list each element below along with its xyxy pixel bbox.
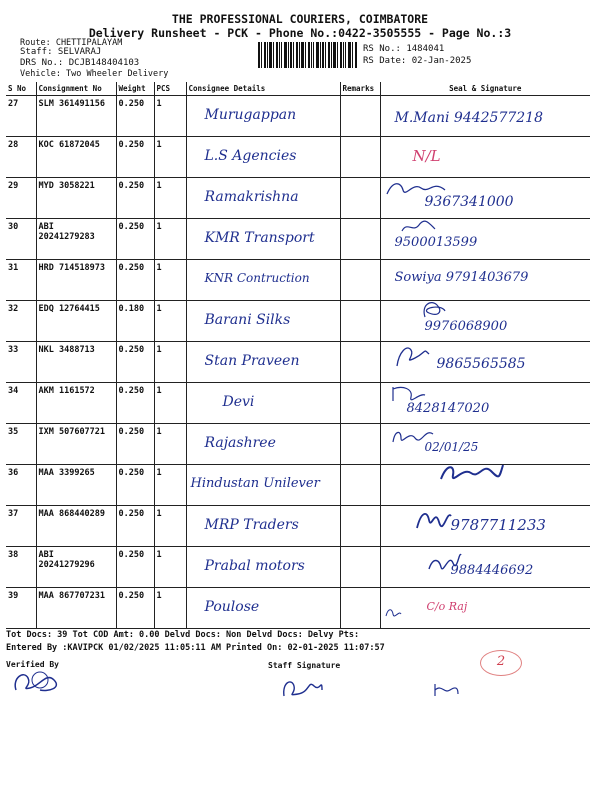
row-remarks [340, 301, 380, 342]
handwritten-signature [437, 459, 507, 489]
column-consignment-no: Consignment No [36, 82, 116, 96]
column-pcs: PCS [154, 82, 186, 96]
row-consignment-no: NKL 3488713 [36, 342, 116, 383]
row-remarks [340, 383, 380, 424]
row-consignee-name: KNR Contruction [204, 271, 310, 285]
row-signature-text: Sowiya 9791403679 [394, 270, 529, 285]
row-pcs: 1 [154, 588, 186, 629]
row-consignment-no: HRD 714518973 [36, 260, 116, 301]
row-weight: 0.250 [116, 260, 154, 301]
row-pcs: 1 [154, 178, 186, 219]
row-consignee-name: Hindustan Unilever [190, 476, 320, 491]
row-remarks [340, 424, 380, 465]
row-consignee-cell [186, 424, 340, 465]
row-consignment-no: ABI 20241279296 [36, 547, 116, 588]
row-consignee-name: L.S Agencies [204, 148, 297, 164]
row-pcs: 1 [154, 219, 186, 260]
row-consignee-name: Ramakrishna [204, 189, 299, 205]
row-sno: 33 [6, 342, 36, 383]
row-pcs: 1 [154, 137, 186, 178]
table-header-row [6, 82, 590, 96]
row-sno: 32 [6, 301, 36, 342]
handwritten-signature [413, 506, 453, 532]
row-signature-cell [380, 383, 590, 424]
drs-number: DRS No.: DCJB148404103 [20, 58, 140, 68]
entered-printed-line: Entered By :KAVIPCK 01/02/2025 11:05:11 AM Printed On: 02-01-2025 11:07:57 [6, 643, 385, 653]
verified-by-label: Verified By [6, 660, 59, 669]
row-consignee-name: Rajashree [204, 435, 276, 451]
row-signature-text: 9976068900 [424, 319, 508, 334]
row-consignee-name: Barani Silks [204, 312, 291, 328]
row-consignee-cell [186, 547, 340, 588]
row-remarks [340, 547, 380, 588]
row-remarks [340, 506, 380, 547]
row-weight: 0.250 [116, 547, 154, 588]
barcode [258, 42, 358, 68]
row-pcs: 1 [154, 342, 186, 383]
row-consignment-no: MYD 3058221 [36, 178, 116, 219]
row-signature-cell [380, 219, 590, 260]
row-consignee-name: Prabal motors [204, 558, 305, 574]
row-weight: 0.250 [116, 424, 154, 465]
row-consignee-name: Murugappan [204, 107, 297, 123]
row-signature-text: 8428147020 [406, 401, 490, 416]
row-signature-cell [380, 137, 590, 178]
row-signature-cell [380, 178, 590, 219]
row-signature-cell [380, 588, 590, 629]
table-row [6, 260, 590, 301]
row-pcs: 1 [154, 383, 186, 424]
column-seal-signature: Seal & Signature [380, 82, 590, 96]
row-consignee-name: Devi [222, 394, 255, 410]
row-signature-text: 9367341000 [424, 194, 514, 210]
row-weight: 0.250 [116, 219, 154, 260]
row-consignee-cell [186, 137, 340, 178]
row-signature-text: N/L [412, 147, 441, 165]
table-row [6, 178, 590, 219]
row-pcs: 1 [154, 506, 186, 547]
row-consignment-no: SLM 361491156 [36, 96, 116, 137]
row-signature-cell [380, 506, 590, 547]
row-consignee-cell [186, 465, 340, 506]
table-row [6, 342, 590, 383]
handwritten-signature [399, 219, 439, 235]
row-consignment-no: ABI 20241279283 [36, 219, 116, 260]
row-remarks [340, 219, 380, 260]
row-weight: 0.250 [116, 588, 154, 629]
verifier-signature [10, 660, 60, 696]
table-row [6, 301, 590, 342]
row-consignee-name: Stan Praveen [204, 353, 300, 369]
row-consignment-no: IXM 507607721 [36, 424, 116, 465]
row-signature-cell [380, 301, 590, 342]
row-remarks [340, 137, 380, 178]
table-row [6, 137, 590, 178]
row-signature-text: 9884446692 [450, 563, 534, 578]
table-row [6, 465, 590, 506]
row-weight: 0.250 [116, 96, 154, 137]
row-remarks [340, 260, 380, 301]
row-consignee-cell [186, 301, 340, 342]
table-row [6, 506, 590, 547]
row-sno: 29 [6, 178, 36, 219]
column-sno: S No [6, 82, 36, 96]
table-row [6, 383, 590, 424]
row-sno: 34 [6, 383, 36, 424]
route: Route: CHETTIPALAYAM [20, 38, 123, 48]
row-signature-text: 9500013599 [394, 235, 478, 250]
rs-date: RS Date: 02-Jan-2025 [363, 56, 472, 66]
row-sno: 35 [6, 424, 36, 465]
row-pcs: 1 [154, 301, 186, 342]
row-consignee-cell [186, 178, 340, 219]
row-sno: 37 [6, 506, 36, 547]
row-weight: 0.250 [116, 465, 154, 506]
row-consignee-cell [186, 506, 340, 547]
staff: Staff: SELVARAJ [20, 47, 102, 57]
initials-mark [432, 680, 462, 700]
row-consignment-no: EDQ 12764415 [36, 301, 116, 342]
row-weight: 0.250 [116, 137, 154, 178]
staff-signature [278, 672, 326, 702]
row-weight: 0.250 [116, 178, 154, 219]
row-consignee-cell [186, 219, 340, 260]
row-weight: 0.250 [116, 383, 154, 424]
handwritten-signature [383, 604, 403, 618]
row-sno: 30 [6, 219, 36, 260]
row-pcs: 1 [154, 465, 186, 506]
totals-line: Tot Docs: 39 Tot COD Amt: 0.00 Delvd Docs: Non Delvd Docs: Delvy Pts: [6, 630, 360, 640]
row-sno: 27 [6, 96, 36, 137]
row-weight: 0.250 [116, 342, 154, 383]
row-sno: 28 [6, 137, 36, 178]
vehicle: Vehicle: Two Wheeler Delivery [20, 69, 169, 79]
row-remarks [340, 178, 380, 219]
rs-number: RS No.: 1484041 [363, 44, 445, 54]
row-signature-cell [380, 465, 590, 506]
column-remarks: Remarks [340, 82, 380, 96]
row-signature-text: 02/01/25 [424, 440, 479, 454]
row-sno: 31 [6, 260, 36, 301]
row-consignment-no: MAA 868440289 [36, 506, 116, 547]
row-pcs: 1 [154, 424, 186, 465]
table-row [6, 96, 590, 137]
row-consignee-cell [186, 96, 340, 137]
row-signature-cell [380, 260, 590, 301]
staff-signature-label: Staff Signature [268, 661, 341, 670]
row-consignee-name: MRP Traders [204, 517, 299, 533]
runsheet-table [6, 82, 590, 629]
company-name: THE PROFESSIONAL COURIERS, COIMBATORE [171, 12, 429, 26]
row-remarks [340, 465, 380, 506]
row-signature-text: 9787711233 [450, 516, 546, 534]
row-consignee-cell [186, 342, 340, 383]
stamp-mark: 2 [480, 650, 522, 676]
row-weight: 0.250 [116, 506, 154, 547]
row-remarks [340, 342, 380, 383]
row-sno: 36 [6, 465, 36, 506]
row-consignment-no: MAA 3399265 [36, 465, 116, 506]
column-weight: Weight [116, 82, 154, 96]
row-sno: 39 [6, 588, 36, 629]
handwritten-signature [393, 342, 433, 370]
row-signature-cell [380, 342, 590, 383]
handwritten-signature [419, 297, 449, 321]
row-consignment-no: KOC 61872045 [36, 137, 116, 178]
column-consignee-details: Consignee Details [186, 82, 340, 96]
row-signature-cell [380, 96, 590, 137]
row-remarks [340, 96, 380, 137]
row-remarks [340, 588, 380, 629]
table-row [6, 219, 590, 260]
row-consignment-no: AKM 1161572 [36, 383, 116, 424]
row-pcs: 1 [154, 547, 186, 588]
row-pcs: 1 [154, 260, 186, 301]
row-consignee-cell [186, 260, 340, 301]
row-consignee-name: KMR Transport [204, 230, 315, 246]
row-consignee-cell [186, 383, 340, 424]
table-row [6, 547, 590, 588]
row-consignee-name: Poulose [204, 599, 260, 615]
row-consignee-cell [186, 588, 340, 629]
row-weight: 0.180 [116, 301, 154, 342]
row-consignment-no: MAA 867707231 [36, 588, 116, 629]
row-signature-text: C/o Raj [426, 600, 468, 613]
row-signature-text: 9865565585 [436, 356, 526, 372]
row-sno: 38 [6, 547, 36, 588]
row-pcs: 1 [154, 96, 186, 137]
row-signature-cell [380, 547, 590, 588]
runsheet-title: Delivery Runsheet - PCK - Phone No.:0422-3505555 - Page No.:3 [88, 26, 512, 40]
table-row [6, 588, 590, 629]
row-signature-text: M.Mani 9442577218 [394, 110, 543, 126]
